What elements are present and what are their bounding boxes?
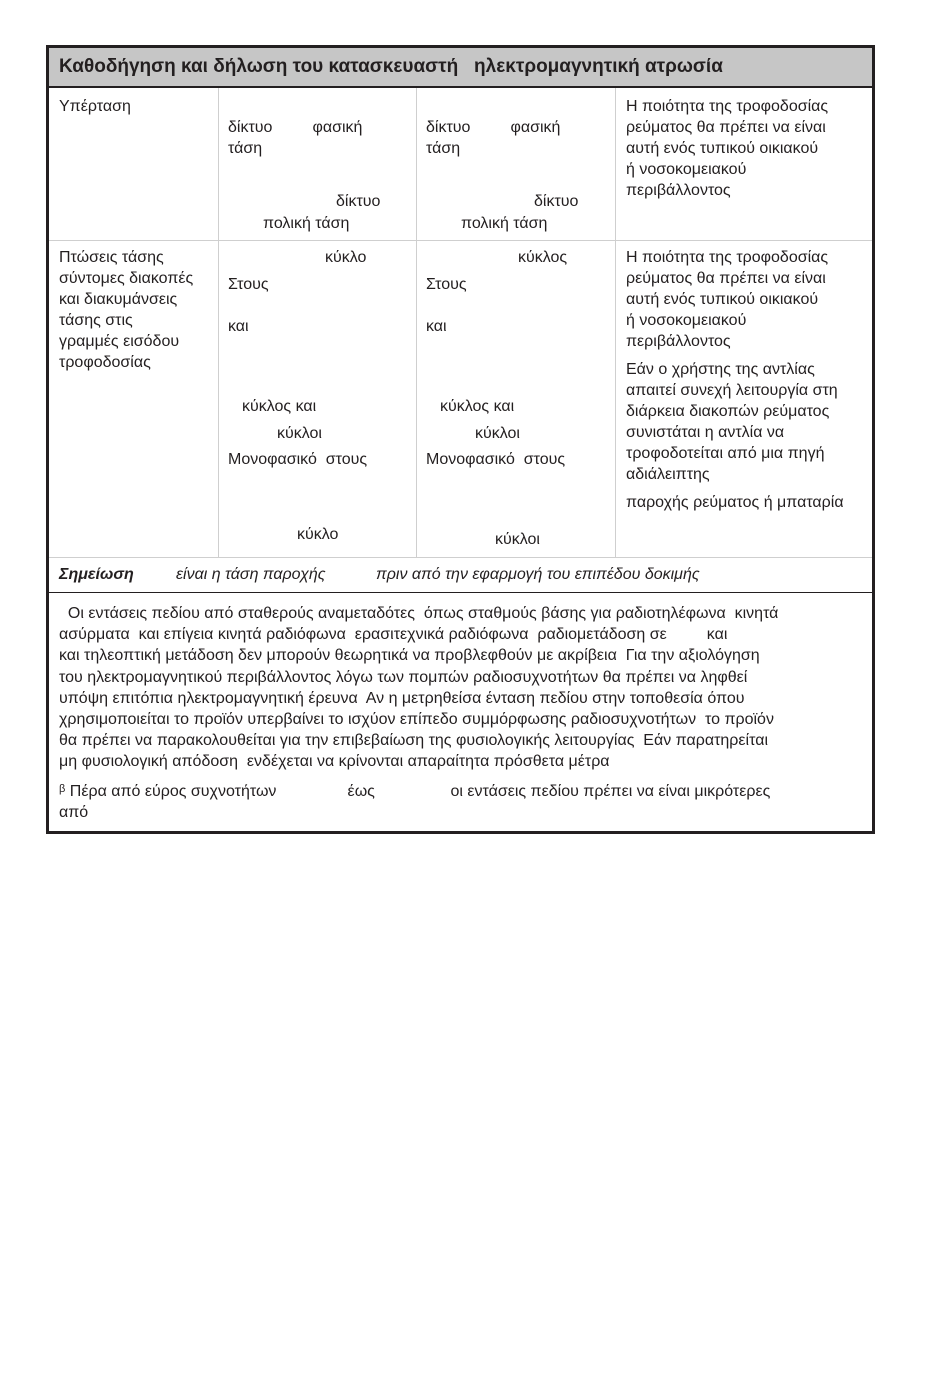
compliance-text: κύκλος — [518, 249, 568, 266]
guidance-text: Εάν ο χρήστης της αντλίας απαιτεί συνεχή λειτουργία στη διάρκεια διακοπών ρεύματος συνιστάται η αντλία να τροφοδοτείται από μια πηγή αδιάλειπτης — [626, 361, 838, 483]
guidance-cell — [616, 241, 872, 557]
iec-text: δίκτυο — [336, 193, 381, 210]
table-note — [49, 558, 872, 593]
compliance-text: κύκλοι — [475, 425, 520, 442]
test-cell — [49, 241, 219, 557]
compliance-level-cell — [417, 241, 616, 557]
guidance-cell — [616, 88, 872, 240]
iec-text: Στους — [228, 276, 269, 293]
compliance-text: Στους — [426, 276, 467, 293]
footnote-b-marker: β — [59, 782, 66, 795]
test-cell — [49, 88, 219, 240]
compliance-text: τάση — [426, 140, 461, 157]
compliance-text: και — [426, 318, 447, 335]
compliance-text: Μονοφασικό στους — [426, 451, 566, 468]
iec-text: κύκλο — [297, 526, 339, 543]
iec-text: και — [228, 318, 249, 335]
table-title: Καθοδήγηση και δήλωση του κατασκευαστή ηλεκτρομαγνητική ατρωσία — [49, 48, 872, 88]
compliance-level-cell — [417, 88, 616, 240]
test-label: Υπέρταση — [59, 98, 131, 115]
iec-text: κύκλοι — [277, 425, 322, 442]
table-row-surge — [49, 88, 872, 241]
table-row-voltage-dips — [49, 241, 872, 558]
footnotes — [49, 593, 872, 831]
iec-text: κύκλος και — [242, 398, 317, 415]
note-text: πριν από την εφαρμογή του επιπέδου δοκιμής — [376, 566, 700, 583]
iec-text: Μονοφασικό στους — [228, 451, 368, 468]
iec-text: δίκτυο φασική — [228, 119, 363, 136]
guidance-text: παροχής ρεύματος ή μπαταρία — [626, 494, 844, 511]
compliance-text: δίκτυο φασική — [426, 119, 561, 136]
guidance-text: Η ποιότητα της τροφοδοσίας ρεύματος θα πρέπει να είναι αυτή ενός τυπικού οικιακού ή νοσοκομειακού περιβάλλοντος — [626, 98, 829, 199]
test-label: Πτώσεις τάσης σύντομες διακοπές και διακυμάνσεις τάσης στις γραμμές εισόδου τροφοδοσίας — [59, 249, 194, 371]
emc-immunity-table — [46, 45, 875, 834]
iec-text: κύκλο — [325, 249, 367, 266]
compliance-text: πολική τάση — [461, 215, 548, 232]
footnote-b-text: Πέρα από εύρος συχνοτήτων έως οι εντάσεις πεδίου πρέπει να είναι μικρότερες από — [59, 782, 771, 821]
iec-text: πολική τάση — [263, 215, 350, 232]
iec-level-cell — [219, 88, 417, 240]
footnote-a: Οι εντάσεις πεδίου από σταθερούς αναμεταδότες όπως σταθμούς βάσης για ραδιοτηλέφωνα κινητά ασύρματα και επίγεια κινητά ραδιόφωνα ερασιτεχνικά ραδιόφωνα ραδιομετάδοση σε και και τηλεοπτική μετάδοση δεν μπορούν θεωρητικά να προβλεφθούν με ακρίβεια Για την αξιολόγηση του ηλεκτρομαγνητικού περιβάλλοντος λόγω των πομπών ραδιοσυχνοτήτων θα πρέπει να ληφθεί υπόψη επιτόπια ηλεκτρομαγνητική έρευνα Αν η μετρηθείσα ένταση πεδίου στην τοποθεσία όπου χρησιμοποιείται το προϊόν υπερβαίνει το ισχύον επίπεδο συμμόρφωσης ραδιοσυχνοτήτων το προϊόν θα πρέπει να παρακολουθείται για την επιβεβαίωση της φυσιολογικής λειτουργίας Εάν παρατηρείται μη φυσιολογική απόδοση ενδέχεται να κρίνονται απαραίτητα πρόσθετα μέτρα — [59, 605, 779, 771]
guidance-text: Η ποιότητα της τροφοδοσίας ρεύματος θα πρέπει να είναι αυτή ενός τυπικού οικιακού ή νοσοκομειακού περιβάλλοντος — [626, 249, 829, 350]
iec-text: τάση — [228, 140, 263, 157]
footnote-b — [59, 781, 862, 823]
compliance-text: κύκλος και — [440, 398, 515, 415]
compliance-text: δίκτυο — [534, 193, 579, 210]
note-label: Σημείωση — [59, 566, 134, 583]
iec-level-cell — [219, 241, 417, 557]
compliance-text: κύκλοι — [495, 531, 540, 548]
note-text: είναι η τάση παροχής — [176, 566, 326, 583]
